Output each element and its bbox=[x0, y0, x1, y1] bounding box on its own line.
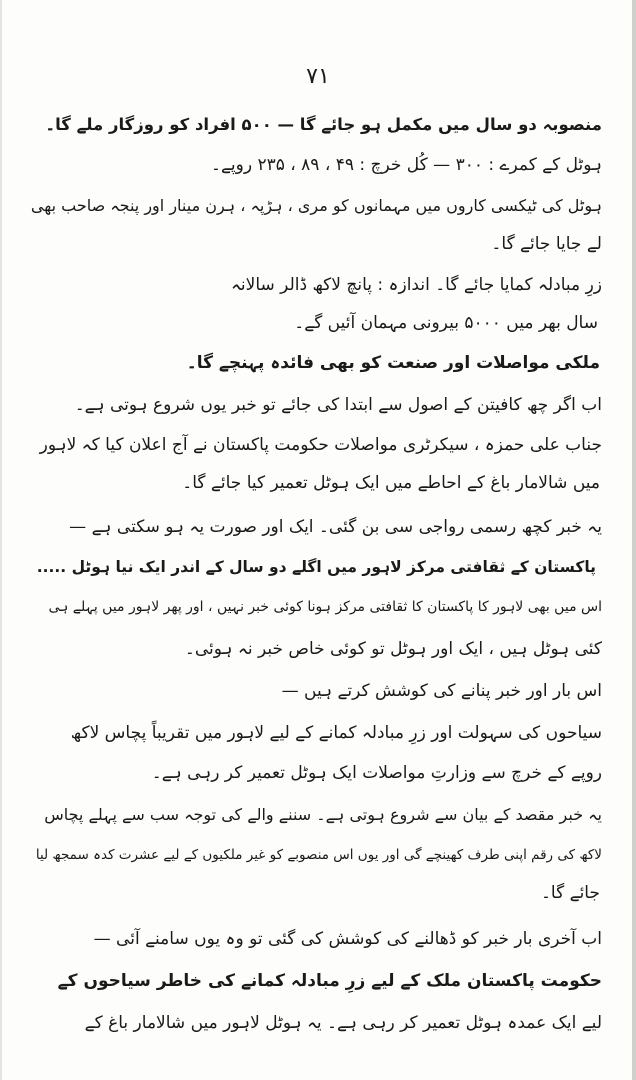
text-line-4: لے جایا جائے گا۔ bbox=[491, 234, 602, 254]
text-line-5: زرِ مبادلہ کمایا جائے گا۔ اندازہ : پانچ لاکھ ڈالر سالانہ bbox=[230, 275, 602, 295]
text-line-2: ہوٹل کے کمرے : ۳۰۰ — کُل خرچ : ۴۹ ، ۸۹ ، ۲۳۵ روپے۔ bbox=[210, 155, 602, 175]
text-line-10: میں شالامار باغ کے احاطے میں ایک ہوٹل تعمیر کیا جائے گا۔ bbox=[182, 473, 600, 493]
text-line-22: حکومت پاکستان ملک کے لیے زرِ مبادلہ کمانے کی خاطر سیاحوں کے bbox=[57, 971, 602, 991]
text-line-13: اس میں بھی لاہور کا پاکستان کا ثقافتی مرکز ہونا کوئی خبر نہیں ، اور پھر لاہور میں پہلے ہی bbox=[48, 599, 602, 615]
text-line-7: ملکی مواصلات اور صنعت کو بھی فائدہ پہنچے گا۔ bbox=[186, 353, 600, 373]
text-line-14: کئی ہوٹل ہیں ، ایک اور ہوٹل تو کوئی خاص خبر نہ ہوئی۔ bbox=[184, 639, 602, 659]
text-line-9: جناب علی حمزہ ، سیکرٹری مواصلات حکومت پاکستان نے آج اعلان کیا کہ لاہور bbox=[39, 435, 602, 455]
text-line-6: سال بھر میں ۵۰۰۰ بیرونی مہمان آئیں گے۔ bbox=[294, 313, 598, 333]
text-line-11: یہ خبر کچھ رسمی رواجی سی بن گئی۔ ایک اور صورت یہ ہو سکتی ہے — bbox=[69, 517, 602, 537]
page-left-edge bbox=[0, 0, 2, 1080]
text-line-18: یہ خبر مقصد کے بیان سے شروع ہوتی ہے۔ سننے والے کی توجہ سب سے پہلے پچاس bbox=[44, 805, 602, 824]
text-line-20: جائے گا۔ bbox=[540, 883, 600, 903]
page-right-edge bbox=[632, 0, 636, 1080]
text-line-19: لاکھ کی رقم اپنی طرف کھینچے گی اور یوں اس منصوبے کو غیر ملکیوں کے لیے عشرت کدہ سمجھ لیا bbox=[35, 847, 602, 863]
page-number: ۷۱ bbox=[306, 64, 330, 89]
text-line-15: اس بار اور خبر پنانے کی کوشش کرتے ہیں — bbox=[281, 681, 602, 701]
text-line-12: پاکستان کے ثقافتی مرکز لاہور میں اگلے دو سال کے اندر ایک نیا ہوٹل ..... bbox=[36, 558, 596, 576]
text-line-8: اب اگر چھ کافیتن کے اصول سے ابتدا کی جائے تو خبر یوں شروع ہوتی ہے۔ bbox=[74, 395, 602, 415]
text-line-16: سیاحوں کی سہولت اور زرِ مبادلہ کمانے کے لیے لاہور میں تقریباً پچاس لاکھ bbox=[70, 723, 602, 743]
text-line-1: منصوبہ دو سال میں مکمل ہو جائے گا — ۵۰۰ افراد کو روزگار ملے گا۔ bbox=[45, 115, 602, 134]
text-line-3: ہوٹل کی ٹیکسی کاروں میں مہمانوں کو مری ، ہڑپہ ، ہرن مینار اور پنجہ صاحب بھی bbox=[30, 196, 602, 215]
text-line-23: لیے ایک عمدہ ہوٹل تعمیر کر رہی ہے۔ یہ ہوٹل لاہور میں شالامار باغ کے bbox=[84, 1013, 602, 1033]
text-line-21: اب آخری بار خبر کو ڈھالنے کی کوشش کی گئی تو وہ یوں سامنے آئی — bbox=[93, 929, 602, 949]
text-line-17: روپے کے خرچ سے وزارتِ مواصلات ایک ہوٹل تعمیر کر رہی ہے۔ bbox=[151, 763, 602, 783]
